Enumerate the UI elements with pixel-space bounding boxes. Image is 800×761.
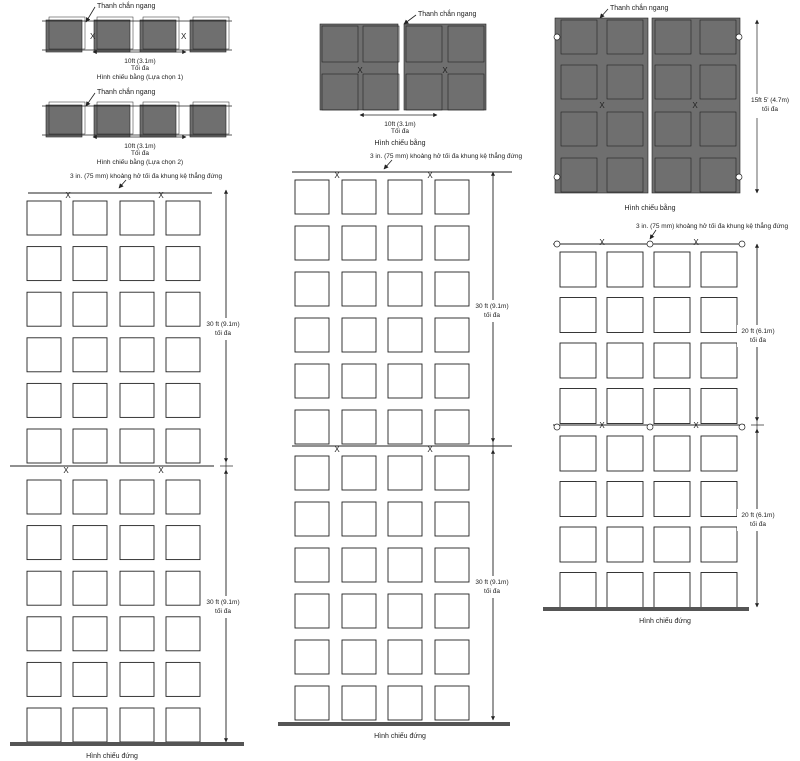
plan-option-2-racks xyxy=(42,102,232,137)
right-elevation-racks xyxy=(553,238,745,608)
rack-module xyxy=(73,429,107,463)
dim-max: tối đa xyxy=(762,106,778,113)
dim-30ft: 30 ft (9.1m) xyxy=(206,321,240,328)
rack-module xyxy=(388,272,422,306)
plan-option-2 xyxy=(42,87,232,166)
rack-module xyxy=(342,594,376,628)
plan-option-2-caption: Hình chiếu bằng (Lựa chọn 2) xyxy=(96,159,184,166)
rack-module xyxy=(120,617,154,651)
rack-module xyxy=(295,364,329,398)
rack-module xyxy=(607,298,643,333)
rack-module xyxy=(435,456,469,490)
rack-module xyxy=(607,573,643,608)
rack-module xyxy=(607,343,643,378)
rack-module xyxy=(435,548,469,582)
rack-module xyxy=(388,502,422,536)
rack-module xyxy=(342,686,376,720)
rack-module xyxy=(295,502,329,536)
rack-module xyxy=(73,338,107,372)
x-mark: X xyxy=(442,66,448,75)
rack-module xyxy=(166,383,200,417)
x-mark: X xyxy=(63,466,69,475)
rack-module xyxy=(342,318,376,352)
rack-module xyxy=(166,662,200,696)
rack-module xyxy=(388,410,422,444)
rack-module xyxy=(607,527,643,562)
rack-module xyxy=(435,180,469,214)
rack-module xyxy=(27,292,61,326)
x-mark: X xyxy=(90,32,96,41)
rack-module xyxy=(342,272,376,306)
rack-module xyxy=(120,429,154,463)
rack-module xyxy=(435,226,469,260)
anchor-circle xyxy=(736,34,742,40)
rack-module xyxy=(27,571,61,605)
rack-module xyxy=(388,548,422,582)
rack-module xyxy=(701,527,737,562)
rack-module xyxy=(701,343,737,378)
barrier-label-2: Thanh chắn ngang xyxy=(97,89,156,96)
plan-option-1-racks xyxy=(42,17,232,52)
rack-module xyxy=(435,410,469,444)
plan-rack-module xyxy=(46,20,82,52)
rack-module xyxy=(27,526,61,560)
rack-module xyxy=(27,617,61,651)
rack-module xyxy=(654,482,690,517)
rack-module xyxy=(388,686,422,720)
rack-module xyxy=(120,292,154,326)
plan-rack-module xyxy=(190,20,226,52)
plan-middle-racks xyxy=(320,24,486,110)
rack-module xyxy=(607,436,643,471)
dim-max: tối đa xyxy=(750,337,766,344)
rack-module xyxy=(435,502,469,536)
rack-module xyxy=(73,617,107,651)
rack-module xyxy=(654,389,690,424)
plan-rack-module xyxy=(140,20,176,52)
x-mark: X xyxy=(158,466,164,475)
rack-module xyxy=(166,571,200,605)
rack-module xyxy=(120,338,154,372)
dim-20ft: 20 ft (6.1m) xyxy=(741,328,775,335)
x-mark: X xyxy=(334,171,340,180)
rack-module xyxy=(166,247,200,281)
rack-module xyxy=(73,383,107,417)
anchor-circle xyxy=(736,174,742,180)
rack-module xyxy=(73,201,107,235)
rack-module xyxy=(435,364,469,398)
rack-module xyxy=(295,548,329,582)
dim-10ft: 10ft (3.1m) xyxy=(384,121,416,128)
x-mark: X xyxy=(599,421,605,430)
rack-module xyxy=(120,526,154,560)
rack-module xyxy=(166,526,200,560)
rack-module xyxy=(120,480,154,514)
rack-module xyxy=(295,594,329,628)
rack-module xyxy=(120,247,154,281)
rack-module xyxy=(73,571,107,605)
barrier-label-1: Thanh chắn ngang xyxy=(97,3,156,10)
rack-module xyxy=(388,180,422,214)
rack-module xyxy=(120,662,154,696)
rack-module xyxy=(435,272,469,306)
anchor-circle xyxy=(554,174,560,180)
x-mark: X xyxy=(599,101,605,110)
rack-module xyxy=(295,318,329,352)
rack-module xyxy=(295,226,329,260)
rack-module xyxy=(120,383,154,417)
rack-module xyxy=(607,482,643,517)
rack-module xyxy=(701,252,737,287)
rack-module xyxy=(435,640,469,674)
plan-caption-right: Hình chiếu bằng xyxy=(624,205,676,212)
dim-max: tối đa xyxy=(215,608,231,615)
rack-module xyxy=(166,617,200,651)
rack-module xyxy=(166,708,200,742)
rack-module xyxy=(342,456,376,490)
rack-module xyxy=(701,389,737,424)
plan-rack-module xyxy=(46,105,82,137)
plan-middle xyxy=(320,9,486,147)
rack-module xyxy=(560,298,596,333)
barrier-label-4: Thanh chắn ngang xyxy=(610,5,669,12)
anchor-circle xyxy=(739,424,745,430)
rack-module xyxy=(342,364,376,398)
rack-module xyxy=(295,410,329,444)
left-elevation-racks xyxy=(10,191,214,742)
dim-max: tối đa xyxy=(750,521,766,528)
rack-module xyxy=(27,480,61,514)
rack-module xyxy=(560,343,596,378)
rack-module xyxy=(607,389,643,424)
anchor-circle xyxy=(554,241,560,247)
dim-15ft: 15ft 5' (4.7m) xyxy=(750,97,790,104)
rack-module xyxy=(166,292,200,326)
rack-module xyxy=(120,201,154,235)
dim-30ft: 30 ft (9.1m) xyxy=(475,303,509,310)
dim-max: Tối đa xyxy=(390,128,410,135)
middle-elevation xyxy=(278,151,522,740)
rack-module xyxy=(654,298,690,333)
rack-module xyxy=(27,429,61,463)
dim-30ft: 30 ft (9.1m) xyxy=(206,599,240,606)
floor xyxy=(10,742,244,746)
dim-10ft: 10ft (3.1m) xyxy=(124,58,156,65)
rack-module xyxy=(560,482,596,517)
rack-module xyxy=(388,640,422,674)
rack-module xyxy=(295,686,329,720)
rack-module xyxy=(73,526,107,560)
rack-module xyxy=(342,548,376,582)
plan-option-1-caption: Hình chiếu bằng (Lựa chọn 1) xyxy=(96,74,184,81)
rack-module xyxy=(435,594,469,628)
rack-module xyxy=(27,201,61,235)
elevation-caption-middle: Hình chiếu đứng xyxy=(374,733,426,740)
x-mark: X xyxy=(693,421,699,430)
rack-module xyxy=(342,502,376,536)
x-mark: X xyxy=(427,171,433,180)
rack-module xyxy=(166,429,200,463)
rack-module xyxy=(295,272,329,306)
rack-module xyxy=(701,436,737,471)
rack-module xyxy=(27,383,61,417)
rack-module xyxy=(73,662,107,696)
plan-rack-module xyxy=(94,105,130,137)
rack-module xyxy=(73,292,107,326)
anchor-circle xyxy=(739,241,745,247)
dim-10ft: 10ft (3.1m) xyxy=(124,143,156,150)
x-mark: X xyxy=(692,101,698,110)
rack-module xyxy=(560,573,596,608)
rack-module xyxy=(342,180,376,214)
anchor-circle xyxy=(554,34,560,40)
x-mark: X xyxy=(334,445,340,454)
middle-elevation-racks xyxy=(292,171,512,720)
rack-module xyxy=(342,640,376,674)
clearance-label-right: 3 in. (75 mm) khoảng hở tối đa khung kệ thẳng đứng xyxy=(636,223,789,230)
dim-30ft: 30 ft (9.1m) xyxy=(475,579,509,586)
left-elevation xyxy=(10,171,244,760)
rack-module xyxy=(560,436,596,471)
x-mark: X xyxy=(158,191,164,200)
rack-module xyxy=(435,318,469,352)
dim-20ft: 20 ft (6.1m) xyxy=(741,512,775,519)
rack-module xyxy=(560,389,596,424)
rack-module xyxy=(295,456,329,490)
rack-module xyxy=(27,338,61,372)
rack-module xyxy=(388,364,422,398)
rack-module xyxy=(73,247,107,281)
elevation-caption-right: Hình chiếu đứng xyxy=(639,618,691,625)
rack-module xyxy=(388,226,422,260)
elevation-caption-left: Hình chiếu đứng xyxy=(86,753,138,760)
rack-module xyxy=(27,662,61,696)
rack-module xyxy=(166,338,200,372)
anchor-circle xyxy=(554,424,560,430)
anchor-circle xyxy=(647,241,653,247)
rack-module xyxy=(295,640,329,674)
plan-caption-middle: Hình chiếu bằng xyxy=(374,140,426,147)
anchor-circle xyxy=(647,424,653,430)
plan-right-racks xyxy=(554,18,742,193)
rack-module xyxy=(654,436,690,471)
rack-module xyxy=(701,482,737,517)
rack-module xyxy=(607,252,643,287)
dim-max: tối đa xyxy=(484,312,500,319)
rack-module xyxy=(27,708,61,742)
dim-max: Tối đa xyxy=(130,150,150,157)
rack-module xyxy=(342,410,376,444)
rack-module xyxy=(342,226,376,260)
rack-module xyxy=(166,480,200,514)
rack-module xyxy=(27,247,61,281)
rack-module xyxy=(654,343,690,378)
dim-max: tối đa xyxy=(215,330,231,337)
x-mark: X xyxy=(427,445,433,454)
dim-max: Tối đa xyxy=(130,65,150,72)
rack-module xyxy=(388,456,422,490)
plan-right xyxy=(554,3,792,212)
rack-module xyxy=(654,252,690,287)
floor xyxy=(278,722,510,726)
rack-module xyxy=(388,594,422,628)
rack-module xyxy=(73,708,107,742)
right-elevation xyxy=(543,221,788,625)
clearance-label-left: 3 in. (75 mm) khoảng hở tối đa khung kệ thẳng đứng xyxy=(70,173,223,180)
x-mark: X xyxy=(65,191,71,200)
rack-module xyxy=(701,573,737,608)
rack-module xyxy=(560,527,596,562)
plan-option-1 xyxy=(42,1,232,81)
rack-module xyxy=(73,480,107,514)
rack-module xyxy=(560,252,596,287)
rack-module xyxy=(654,573,690,608)
rack-module xyxy=(120,708,154,742)
x-mark: X xyxy=(357,66,363,75)
plan-rack-module xyxy=(140,105,176,137)
rack-module xyxy=(654,527,690,562)
dim-max: tối đa xyxy=(484,588,500,595)
x-mark: X xyxy=(599,238,605,247)
plan-rack-module xyxy=(94,20,130,52)
rack-module xyxy=(166,201,200,235)
x-mark: X xyxy=(693,238,699,247)
barrier-label-3: Thanh chắn ngang xyxy=(418,11,477,18)
floor xyxy=(543,607,749,611)
rack-module xyxy=(388,318,422,352)
rack-module xyxy=(701,298,737,333)
rack-module xyxy=(435,686,469,720)
plan-rack-module xyxy=(190,105,226,137)
rack-module xyxy=(295,180,329,214)
clearance-label-middle: 3 in. (75 mm) khoảng hở tối đa khung kệ thẳng đứng xyxy=(370,153,523,160)
x-mark: X xyxy=(181,32,187,41)
rack-module xyxy=(120,571,154,605)
